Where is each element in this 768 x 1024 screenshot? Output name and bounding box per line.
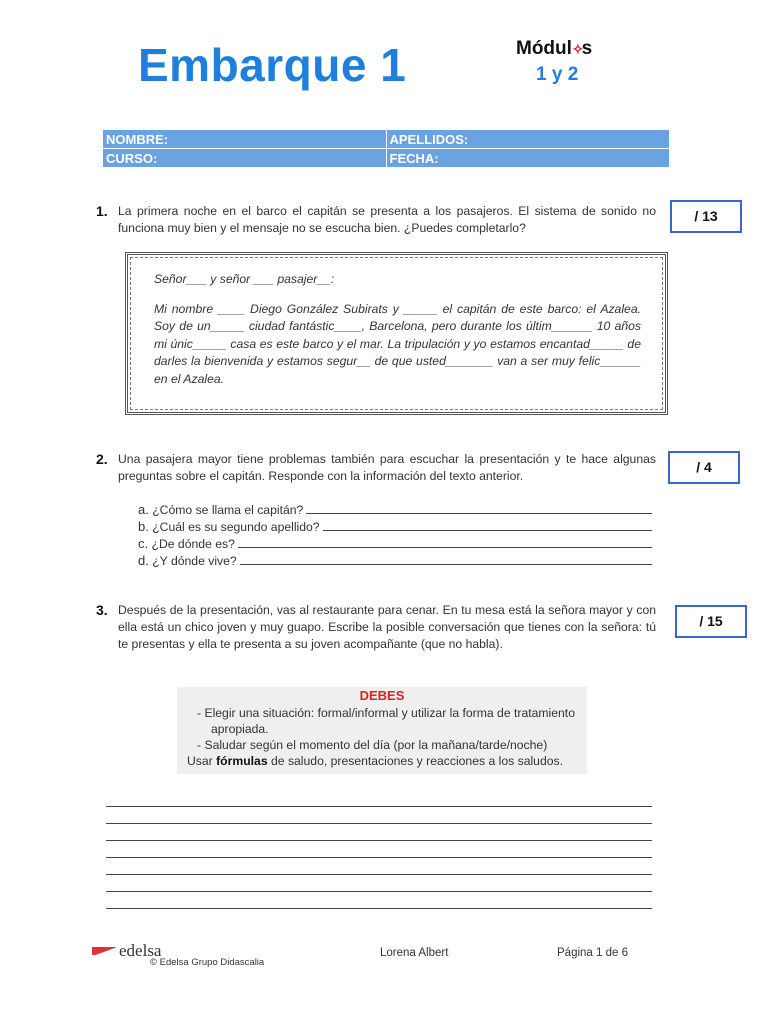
question-2d-letter: d. <box>138 552 149 568</box>
question-2b-letter: b. <box>138 518 149 534</box>
question-2-score-box: / 4 <box>668 451 740 484</box>
curso-field[interactable]: CURSO: <box>103 149 387 168</box>
question-1-score-box: / 13 <box>670 200 742 233</box>
question-2a-letter: a. <box>138 501 149 517</box>
question-1 <box>96 203 656 237</box>
requirement-formulas-post: de saludo, presentaciones y reacciones a los saludos. <box>267 754 563 768</box>
page-title: Embarque 1 <box>138 39 407 91</box>
writing-line[interactable] <box>106 857 652 858</box>
requirements-title: DEBES <box>359 688 405 703</box>
apellidos-field[interactable]: APELLIDOS: <box>386 130 670 149</box>
requirements-box <box>177 687 587 774</box>
footer-author: Lorena Albert <box>380 947 449 959</box>
writing-line[interactable] <box>106 823 652 824</box>
question-2c-text: ¿De dónde es? <box>151 536 235 551</box>
footer-copyright: © Edelsa Grupo Didascalia <box>150 957 265 968</box>
question-2b-text: ¿Cuál es su segundo apellido? <box>152 519 320 534</box>
captain-message-text: Mi nombre ____ Diego González Subirats y _____ el capitán de este barco: el Azalea. Soy de un_____ ciudad fantástic____, Barcelona, pero durante los últim______ 10 años mi únic_____ casa es este barco y el mar. La tripulación y yo estamos encantad_____ de darles la bienvenida y estamos segur__ de que usted_______ van a ser muy felic______ en el Azalea. <box>154 301 641 386</box>
edelsa-logo-text: edelsa <box>119 941 162 960</box>
nombre-field[interactable]: NOMBRE: <box>103 130 387 149</box>
answer-line[interactable] <box>238 547 652 548</box>
fecha-field[interactable]: FECHA: <box>386 149 670 168</box>
requirement-item: - Saludar según el momento del día (por la mañana/tarde/noche) <box>197 738 548 752</box>
writing-line[interactable] <box>106 908 652 909</box>
writing-line[interactable] <box>106 874 652 875</box>
question-3-number: 3. <box>96 602 108 618</box>
requirement-item: - Elegir una situación: formal/informal y utilizar la forma de tratamiento apropiada. <box>197 706 575 736</box>
requirement-formulas-pre: Usar <box>187 754 217 768</box>
question-2d-text: ¿Y dónde vive? <box>152 553 237 568</box>
question-1-number: 1. <box>96 203 108 219</box>
question-2c-letter: c. <box>138 535 149 551</box>
modulos-prefix: Módul <box>516 38 572 59</box>
captain-message-box <box>125 252 668 415</box>
writing-line[interactable] <box>106 840 652 841</box>
question-2 <box>96 451 656 485</box>
requirement-formulas-bold: fórmulas <box>216 754 268 768</box>
modulos-subtitle: 1 y 2 <box>536 64 579 85</box>
question-3-score-box: / 15 <box>675 605 747 638</box>
question-2c[interactable] <box>138 533 652 551</box>
answer-line[interactable] <box>306 513 652 514</box>
question-2a[interactable] <box>138 499 652 517</box>
question-3 <box>96 602 656 653</box>
modulos-logo <box>516 38 592 60</box>
writing-line[interactable] <box>106 806 652 807</box>
question-3-text: Después de la presentación, vas al restaurante para cenar. En tu mesa está la señora mayor y con ella está un chico joven y muy guapo. Escribe la posible conversación que tienes con la señora: tú te presentas y ella te presenta a su joven acompañante (que no habla). <box>118 603 656 651</box>
question-2a-text: ¿Cómo se llama el capitán? <box>152 502 304 517</box>
captain-message-greeting: Señor___ y señor ___ pasajer__: <box>154 272 335 286</box>
question-2b[interactable] <box>138 516 652 534</box>
modulos-dots-icon: ✧ <box>571 41 582 57</box>
modulos-suffix: s <box>581 38 593 59</box>
student-info-table <box>102 129 670 168</box>
answer-line[interactable] <box>323 530 652 531</box>
answer-line[interactable] <box>240 564 652 565</box>
footer-page-number: Página 1 de 6 <box>557 947 628 959</box>
requirement-formulas <box>187 753 577 770</box>
question-1-text: La primera noche en el barco el capitán se presenta a los pasajeros. El sistema de sonido no funciona muy bien y el mensaje no se escucha bien. ¿Puedes completarlo? <box>118 204 656 235</box>
edelsa-swoosh-icon <box>92 947 116 955</box>
writing-line[interactable] <box>106 891 652 892</box>
question-2-text: Una pasajera mayor tiene problemas también para escuchar la presentación y te hace algunas preguntas sobre el capitán. Responde con la información del texto anterior. <box>118 452 656 483</box>
question-2-number: 2. <box>96 451 108 467</box>
question-2d[interactable] <box>138 550 652 568</box>
